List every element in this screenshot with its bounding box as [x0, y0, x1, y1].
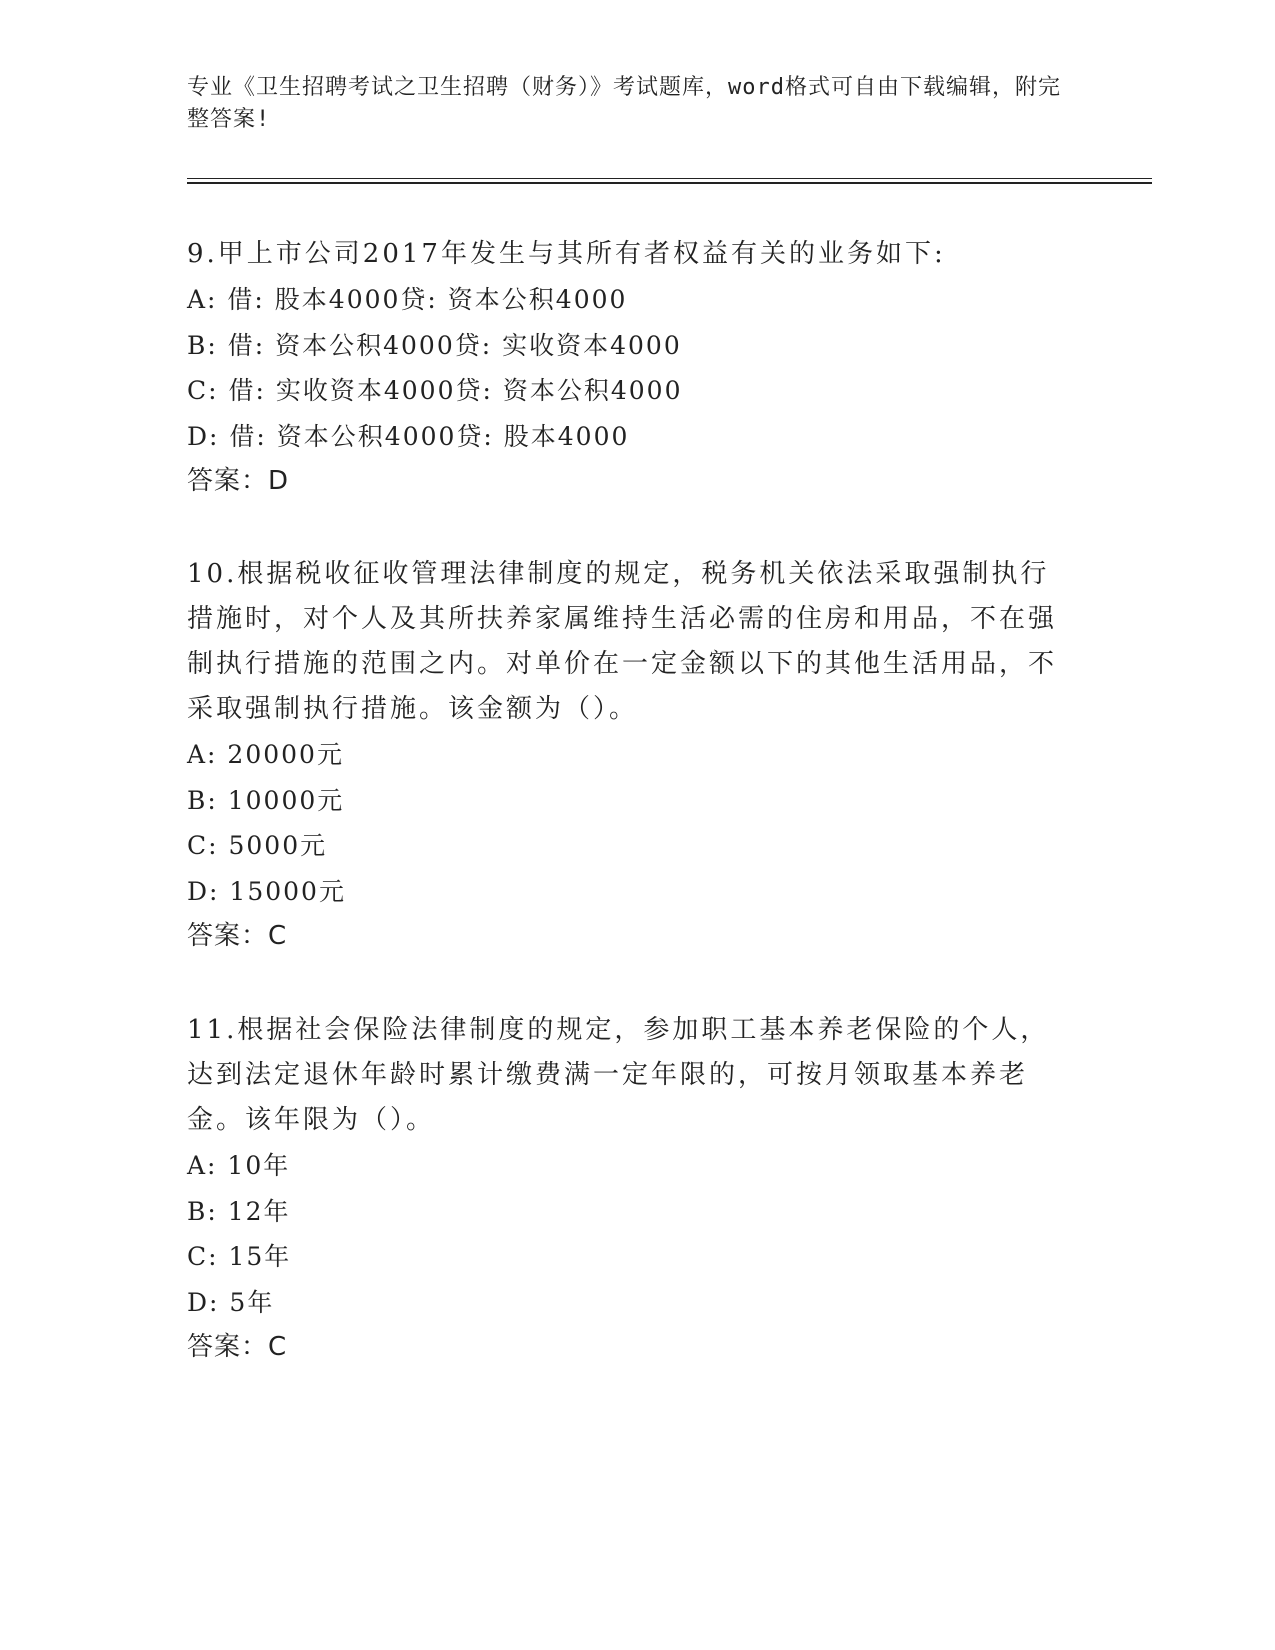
question-11 [187, 1008, 1067, 1370]
answer: 答案：C [187, 1332, 288, 1362]
question-text: 10.根据税收征收管理法律制度的规定，税务机关依法采取强制执行措施时，对个人及其所扶养家属维持生活必需的住房和用品，不在强制执行措施的范围之内。对单价在一定金额以下的其他生活用品，不采取强制执行措施。该金额为（）。 [187, 559, 1058, 724]
option-c: C: 借: 实收资本4000贷: 资本公积4000 [187, 376, 683, 405]
option-a: A: 借: 股本4000贷: 资本公积4000 [187, 285, 628, 314]
answer: 答案：D [187, 466, 290, 496]
question-10 [187, 552, 1067, 959]
option-d: D: 借: 资本公积4000贷: 股本4000 [187, 421, 630, 451]
option-b: B: 10000元 [187, 785, 345, 815]
option-a: A: 20000元 [187, 740, 344, 769]
option-b: B: 借: 资本公积4000贷: 实收资本4000 [187, 330, 682, 360]
question-text: 11.根据社会保险法律制度的规定，参加职工基本养老保险的个人，达到法定退休年龄时累计缴费满一定年限的，可按月领取基本养老金。该年限为（）。 [187, 1015, 1050, 1135]
option-d: D: 5年 [187, 1287, 275, 1317]
header-divider-thick [187, 182, 1152, 184]
option-c: C: 15年 [187, 1242, 292, 1271]
header-divider-thin [187, 178, 1152, 179]
question-9 [187, 232, 1067, 504]
question-text: 9.甲上市公司2017年发生与其所有者权益有关的业务如下: [187, 239, 946, 269]
option-c: C: 5000元 [187, 831, 328, 860]
option-d: D: 15000元 [187, 876, 346, 906]
answer: 答案：C [187, 921, 288, 951]
option-b: B: 12年 [187, 1196, 291, 1226]
document-header: 专业《卫生招聘考试之卫生招聘（财务）》考试题库，word格式可自由下载编辑，附完整答案! [187, 75, 1061, 132]
option-a: A: 10年 [187, 1151, 291, 1180]
